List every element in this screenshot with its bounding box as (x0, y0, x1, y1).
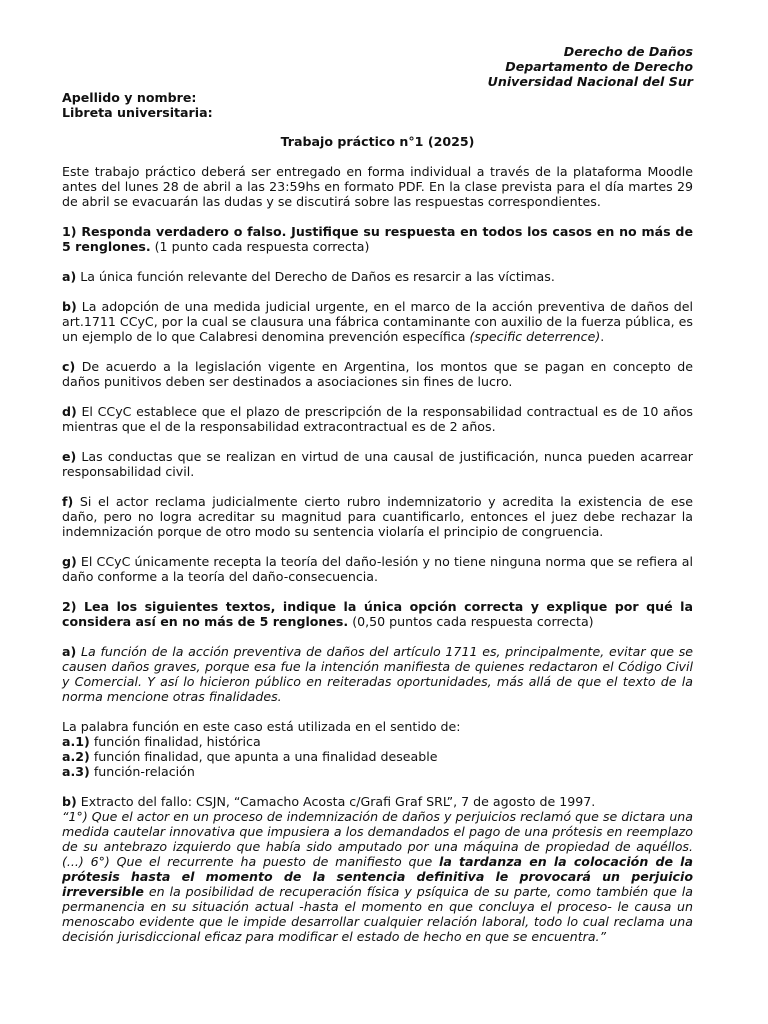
option-code: a.2) (62, 749, 90, 764)
question-text: El CCyC establece que el plazo de prescripción de la responsabilidad contractual es de 10 años mientras que el de la responsabilidad extracontractual es de 2 años. (62, 404, 693, 434)
section1-points: (1 punto cada respuesta correcta) (150, 239, 370, 254)
id-label: Libreta universitaria: (62, 105, 213, 120)
section2-points: (0,50 puntos cada respuesta correcta) (348, 614, 594, 629)
intro-paragraph: Este trabajo práctico deberá ser entregado en forma individual a través de la plataforma Moodle antes del lunes 28 de abril a las 23:59hs en formato PDF. En la clase prevista para el día martes 29 de abril se evacuarán las dudas y se discutirá sobre las respuestas correspondientes. (62, 164, 693, 209)
section2-heading (62, 599, 693, 629)
course-header (62, 44, 693, 89)
option-a3 (62, 764, 693, 779)
question-text: Si el actor reclama judicialmente cierto rubro indemnizatorio y acredita la existencia de ese daño, pero no logra acreditar su magnitud para cuantificarlo, entonces el juez debe rechazar la indemnización porque de otro modo su sentencia violaría el principio de congruencia. (62, 494, 693, 539)
quote-start: “1°) Que el actor en un proceso de indemnización de daños y perjuicios reclamó que se dictara una medida cautelar innovativa que impusiera a los demandados el pago de una prótesis en reemplazo de su antebrazo izquierdo que había sido amputado por una máquina de propiedad de aquéllos. (...) 6°) Que el recurrente ha puesto de manifiesto que (62, 809, 693, 869)
question-2b-quote (62, 809, 693, 944)
quote-text: La función de la acción preventiva de daños del artículo 1711 es, principalmente, evitar que se causen daños graves, porque esa fue la intención manifiesta de quienes redactaron el Código Civil y Comercial. Y así lo hicieron público en reiteradas oportunidades, más allá de que el texto de la norma mencione otras finalidades. (62, 644, 693, 704)
question-letter: b) (62, 299, 77, 314)
question-letter: b) (62, 794, 77, 809)
question-1a (62, 269, 693, 284)
question-letter: g) (62, 554, 77, 569)
quote-end: en la posibilidad de recuperación física y psíquica de su parte, como también que la permanencia en su situación actual -hasta el momento en que concluya el proceso- le causa un menoscabo evidente que le impide desarrollar cualquier relación laboral, todo lo cual reclama una decisión jurisdiccional eficaz para modificar el estado de hecho en que se encuentra.” (62, 884, 693, 944)
question-text: Las conductas que se realizan en virtud de una causal de justificación, nunca pueden acarrear responsabilidad civil. (62, 449, 693, 479)
option-code: a.3) (62, 764, 90, 779)
question-1d (62, 404, 693, 434)
university-name: Universidad Nacional del Sur (487, 74, 693, 89)
document-page (62, 44, 693, 944)
question-2a-prompt: La palabra función en este caso está utilizada en el sentido de: (62, 719, 461, 734)
option-code: a.1) (62, 734, 90, 749)
question-letter: a) (62, 644, 77, 659)
name-label: Apellido y nombre: (62, 90, 197, 105)
question-letter: d) (62, 404, 77, 419)
question-letter: c) (62, 359, 76, 374)
section2-heading-text: 2) Lea los siguientes textos, indique la única opción correcta y explique por qué la considera así en no más de 5 renglones. (62, 599, 693, 629)
question-1f (62, 494, 693, 539)
question-text: El CCyC únicamente recepta la teoría del daño-lesión y no tiene ninguna norma que se refiera al daño conforme a la teoría del daño-consecuencia. (62, 554, 693, 584)
question-italic-term: (specific deterrence) (469, 329, 601, 344)
question-1b (62, 299, 693, 344)
question-2b-reference (62, 794, 693, 809)
option-a2 (62, 749, 693, 764)
option-text: función-relación (89, 764, 195, 779)
question-text: La única función relevante del Derecho de Daños es resarcir a las víctimas. (76, 269, 555, 284)
question-1c (62, 359, 693, 389)
quote-emphasis: la tardanza en la colocación de la prótesis hasta el momento de la sentencia definitiva le provocará un perjuicio irreversible (62, 854, 693, 899)
ruling-reference: Extracto del fallo: CSJN, “Camacho Acosta c/Grafi Graf SRL”, 7 de agosto de 1997. (76, 794, 596, 809)
question-text: La adopción de una medida judicial urgente, en el marco de la acción preventiva de daños del art.1711 CCyC, por la cual se clausura una fábrica contaminante con auxilio de la fuerza pública, es un ejemplo de lo que Calabresi denomina prevención específica (62, 299, 693, 344)
course-name: Derecho de Daños (563, 44, 693, 59)
section1-heading (62, 224, 693, 254)
question-tail: . (600, 329, 605, 344)
question-letter: a) (62, 269, 77, 284)
option-text: función finalidad, histórica (89, 734, 261, 749)
question-text: De acuerdo a la legislación vigente en Argentina, los montos que se pagan en concepto de daños punitivos deben ser destinados a asociaciones sin fines de lucro. (62, 359, 693, 389)
page-title: Trabajo práctico n°1 (2025) (280, 134, 475, 149)
question-1e (62, 449, 693, 479)
student-id-block (62, 90, 693, 120)
option-a1 (62, 734, 693, 749)
question-2a-quote (62, 644, 693, 704)
question-letter: e) (62, 449, 77, 464)
department-name: Departamento de Derecho (505, 59, 693, 74)
question-letter: f) (62, 494, 74, 509)
section1-heading-text: 1) Responda verdadero o falso. Justifique su respuesta en todos los casos en no más de 5 renglones. (62, 224, 693, 254)
option-text: función finalidad, que apunta a una finalidad deseable (89, 749, 438, 764)
question-1g (62, 554, 693, 584)
